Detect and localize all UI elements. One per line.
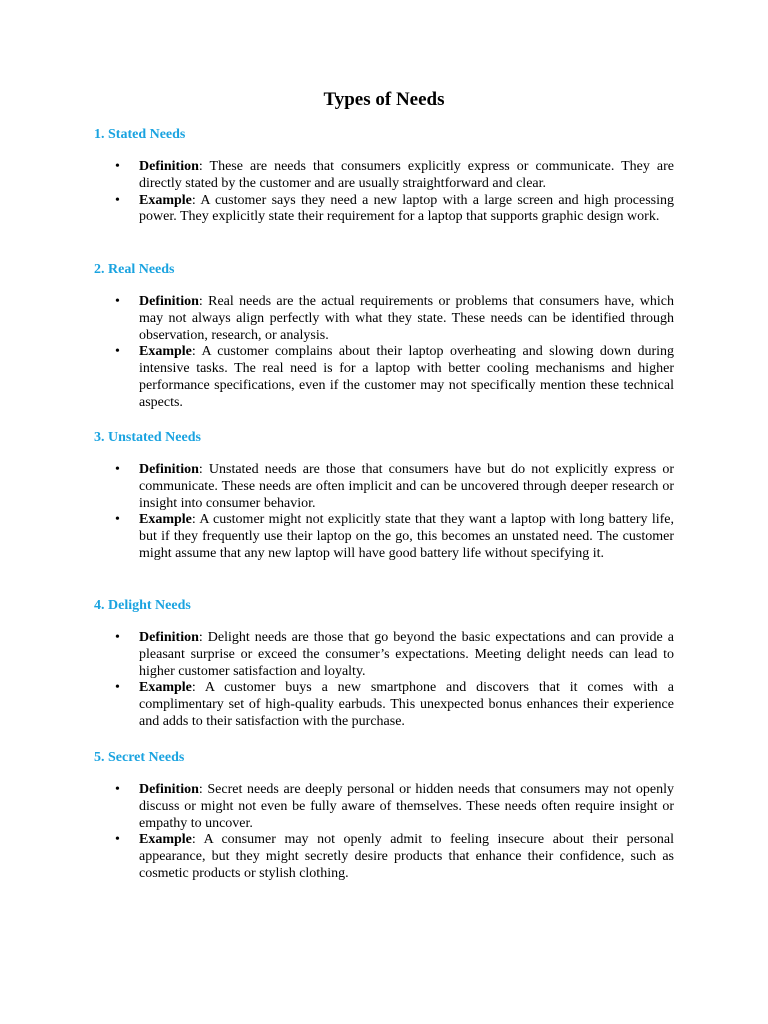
definition-item [94, 462, 674, 512]
example-item [94, 193, 674, 227]
section-heading: 4. Delight Needs [94, 598, 191, 613]
section-unstated-needs [94, 429, 674, 563]
section-heading: 2. Real Needs [94, 262, 175, 277]
section-heading: 5. Secret Needs [94, 750, 185, 765]
section-delight-needs [94, 597, 674, 731]
example-item [94, 512, 674, 562]
definition-term: Definition [139, 294, 199, 309]
definition-text: : Secret needs are deeply personal or hidden needs that consumers may not openly discuss or might not even be fully aware of themselves. These needs often require insight or empathy to uncover. [139, 782, 674, 831]
example-item [94, 680, 674, 730]
example-term: Example [139, 512, 192, 528]
bullet-icon: • [115, 294, 120, 309]
bullet-list [94, 782, 674, 883]
example-text: : A customer might not explicitly state that they want a laptop with long battery life, but if they frequently use their laptop on the go, this becomes an unstated need. The customer might assume that any new laptop will have good battery life without specifying it. [139, 512, 674, 561]
section-secret-needs [94, 749, 674, 883]
definition-text: : Delight needs are those that go beyond the basic expectations and can provide a pleasant surprise or exceed the consumer’s expectations. Meeting delight needs can lead to higher customer satisfaction and loyalty. [139, 630, 674, 679]
definition-item [94, 294, 674, 344]
section-real-needs [94, 261, 674, 412]
example-term: Example [139, 344, 192, 360]
example-text: : A consumer may not openly admit to feeling insecure about their personal appearance, but they might secretly desire products that enhance their confidence, such as cosmetic products or stylish clothing. [139, 832, 674, 881]
definition-term: Definition [139, 782, 199, 797]
bullet-icon: • [115, 192, 120, 208]
definition-term: Definition [139, 630, 199, 645]
bullet-icon: • [115, 782, 120, 797]
example-term: Example [139, 832, 192, 848]
bullet-icon: • [115, 630, 120, 645]
example-item [94, 832, 674, 882]
bullet-icon: • [115, 832, 120, 848]
definition-item [94, 630, 674, 680]
example-text: : A customer complains about their laptop overheating and slowing down during intensive tasks. The real need is for a laptop with better cooling mechanisms and higher performance specifications, even if the customer may not specifically mention these technical aspects. [139, 344, 674, 410]
section-heading: 3. Unstated Needs [94, 430, 201, 445]
section-stated-needs [94, 126, 674, 226]
definition-text: : Real needs are the actual requirements or problems that consumers have, which may not always align perfectly with what they state. These needs can be identified through observation, research, or analysis. [139, 294, 674, 343]
bullet-icon: • [115, 462, 120, 477]
bullet-icon: • [115, 512, 120, 528]
page-title: Types of Needs [323, 89, 445, 110]
section-heading: 1. Stated Needs [94, 127, 186, 142]
example-text: : A customer buys a new smartphone and discovers that it comes with a complimentary set of high-quality earbuds. This unexpected bonus enhances their experience and adds to their satisfaction with the purchase. [139, 680, 674, 729]
definition-term: Definition [139, 159, 199, 174]
definition-item [94, 782, 674, 832]
bullet-list [94, 294, 674, 412]
bullet-list [94, 462, 674, 563]
example-item [94, 344, 674, 411]
definition-text: : These are needs that consumers explicitly express or communicate. They are directly stated by the customer and are usually straightforward and clear. [139, 159, 674, 191]
definition-item [94, 159, 674, 193]
example-term: Example [139, 192, 192, 208]
bullet-icon: • [115, 680, 120, 696]
bullet-list [94, 159, 674, 226]
definition-term: Definition [139, 462, 199, 477]
bullet-icon: • [115, 159, 120, 174]
definition-text: : Unstated needs are those that consumers have but do not explicitly express or communicate. These needs are often implicit and can be uncovered through deeper research or insight into consumer behavior. [139, 462, 674, 511]
bullet-list [94, 630, 674, 731]
example-term: Example [139, 680, 192, 696]
example-text: : A customer says they need a new laptop with a large screen and high processing power. They explicitly state their requirement for a laptop that supports graphic design work. [139, 192, 674, 225]
bullet-icon: • [115, 344, 120, 360]
